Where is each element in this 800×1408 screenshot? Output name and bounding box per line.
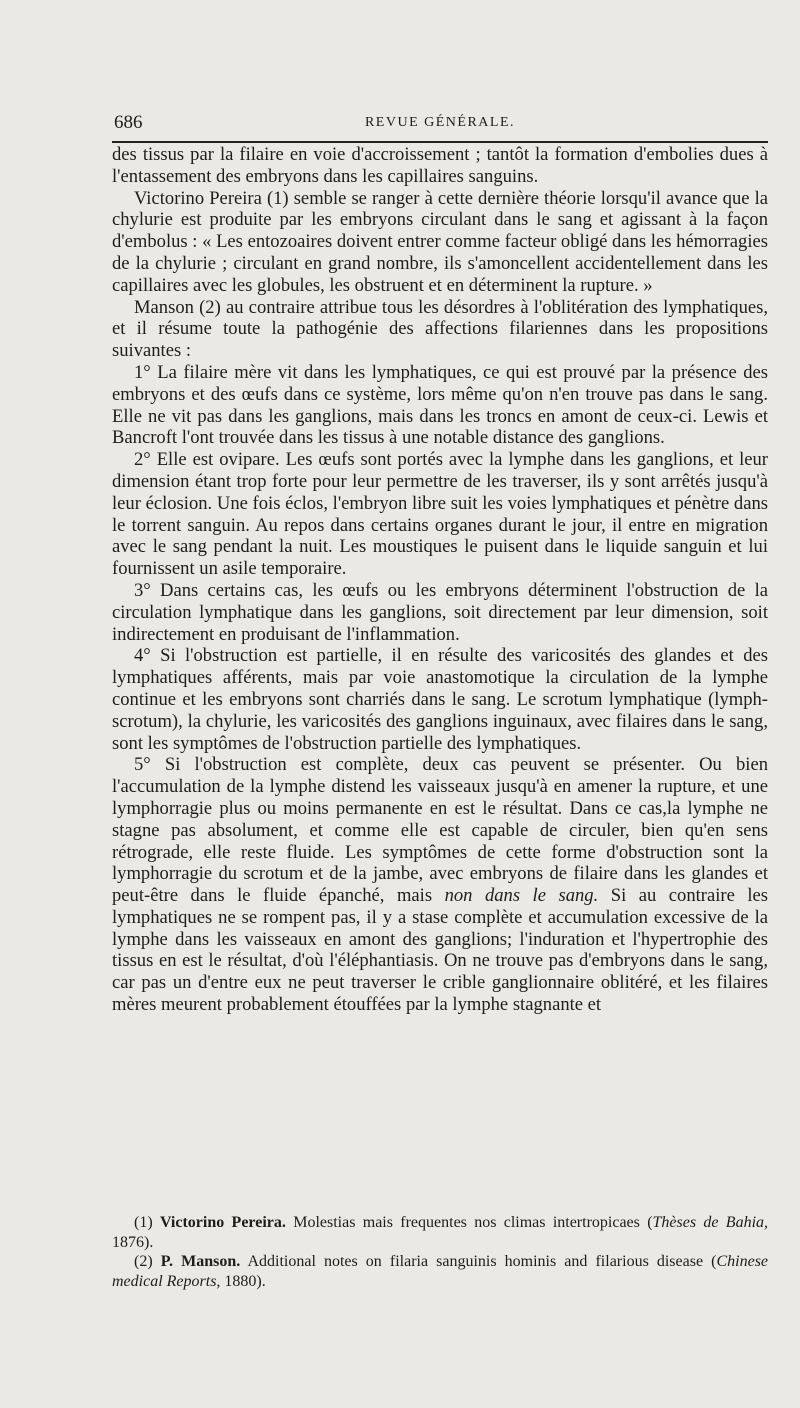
body-text bbox=[112, 144, 768, 1016]
footnote-1-text: Molestias mais frequentes nos climas intertropicaes ( bbox=[293, 1214, 653, 1231]
proposition-5-emphasis: non dans le sang. bbox=[444, 885, 599, 907]
footnote-1-source: Thèses de Bahia, bbox=[652, 1214, 769, 1231]
footnotes bbox=[112, 1213, 768, 1291]
footnote-1-mark: (1) bbox=[134, 1214, 153, 1231]
proposition-2: 2° Elle est ovipare. Les œufs sont portés avec la lymphe dans les ganglions, et leur dimension étant trop forte pour leur permettre de les traverser, ils y sont arrêtés jusqu'à leur éclosion. Une fois éclos, l'embryon libre suit les voies lymphatiques et pénètre dans le torrent sanguin. Au repos dans certains organes durant le jour, il entre en migration avec le sang pendant la nuit. Les moustiques le puisent dans le liquide sanguin et lui fournissent un asile temporaire. bbox=[112, 449, 768, 580]
footnote-1 bbox=[112, 1213, 768, 1252]
footnote-1-author: Victorino Pereira. bbox=[159, 1214, 286, 1231]
proposition-5 bbox=[112, 754, 768, 1016]
footnote-1-year: 1876). bbox=[112, 1233, 154, 1251]
paragraph-pereira: Victorino Pereira (1) semble se ranger à cette dernière théorie lorsqu'il avance que la chylurie est produite par les embryons circulant dans le sang et agissant à la façon d'embolus : « Les entozoaires doivent entrer comme facteur obligé dans les hémorragies de la chylurie ; circulant en grand nombre, ils s'amoncellent accidentellement dans les capillaires avec les globules, les obstruent et en déterminent la rupture. » bbox=[112, 187, 768, 296]
paragraph-continuation: des tissus par la filaire en voie d'accroissement ; tantôt la formation d'embolies dues à l'entassement des embryons dans les capillaires sanguins. bbox=[112, 144, 768, 187]
proposition-3: 3° Dans certains cas, les œufs ou les embryons déterminent l'obstruction de la circulation lymphatique dans les ganglions, soit directement par leur dimension, soit indirectement en produisant de l'inflammation. bbox=[112, 579, 768, 645]
footnote-2-source: Chinese medical Reports, bbox=[112, 1253, 769, 1290]
header-rule bbox=[112, 141, 768, 143]
footnote-2-author: P. Manson. bbox=[160, 1253, 241, 1270]
footnote-2-text: Additional notes on filaria sanguinis hominis and filarious disease ( bbox=[247, 1253, 717, 1270]
page-number: 686 bbox=[114, 112, 143, 133]
footnote-2-year: 1880). bbox=[224, 1272, 266, 1290]
running-head: REVUE GÉNÉRALE. bbox=[364, 115, 516, 130]
paragraph-manson: Manson (2) au contraire attribue tous les désordres à l'oblitération des lymphatiques, et il résume toute la pathogénie des affections filariennes dans les propositions suivantes : bbox=[112, 296, 768, 362]
proposition-1: 1° La filaire mère vit dans les lymphatiques, ce qui est prouvé par la présence des embryons et des œufs dans ce système, lors même qu'on n'en trouve pas dans le sang. Elle ne vit pas dans les ganglions, mais dans les troncs en amont de ceux-ci. Lewis et Bancroft l'ont trouvée dans les tissus à une notable distance des ganglions. bbox=[112, 361, 768, 449]
footnote-2-mark: (2) bbox=[134, 1253, 153, 1270]
footnote-2 bbox=[112, 1252, 768, 1291]
proposition-4: 4° Si l'obstruction est partielle, il en résulte des varicosités des glandes et des lymphatiques afférents, mais par voie anastomotique la circulation de la lymphe continue et les embryons sont charriés dans le sang. Le scrotum lymphatique (lymph-scrotum), la chylurie, les varicosités des ganglions inguinaux, avec filaires dans le sang, sont les symptômes de l'obstruction partielle des lymphatiques. bbox=[112, 645, 768, 754]
page-header bbox=[114, 112, 766, 136]
proposition-5-part-a: 5° Si l'obstruction est complète, deux cas peuvent se présenter. Ou bien l'accumulation de la lymphe distend les vaisseaux jusqu'à en amener la rupture, et une lymphorragie plus ou moins permanente en est le résultat. Dans ce cas,la lymphe ne stagne pas absolument, et comme elle est capable de circuler, bien qu'en sens rétrograde, elle reste fluide. Les symptômes de cette forme d'obstruction sont la lymphorragie du scrotum et de la jambe, avec embryons de filaire dans les glandes et peut-être dans le fluide épanché, mais bbox=[112, 754, 768, 907]
proposition-5-part-c: Si au contraire les lymphatiques ne se rompent pas, il y a stase complète et accumulation excessive de la lymphe dans les vaisseaux en amont des ganglions; l'induration et l'hypertrophie des tissus en est le résultat, d'où l'éléphantiasis. On ne trouve pas d'embryons dans le sang, car pas un d'entre eux ne peut traverser le crible ganglionnaire oblitéré, et les filaires mères meurent probablement étouffées par la lymphe stagnante et bbox=[112, 885, 768, 1016]
